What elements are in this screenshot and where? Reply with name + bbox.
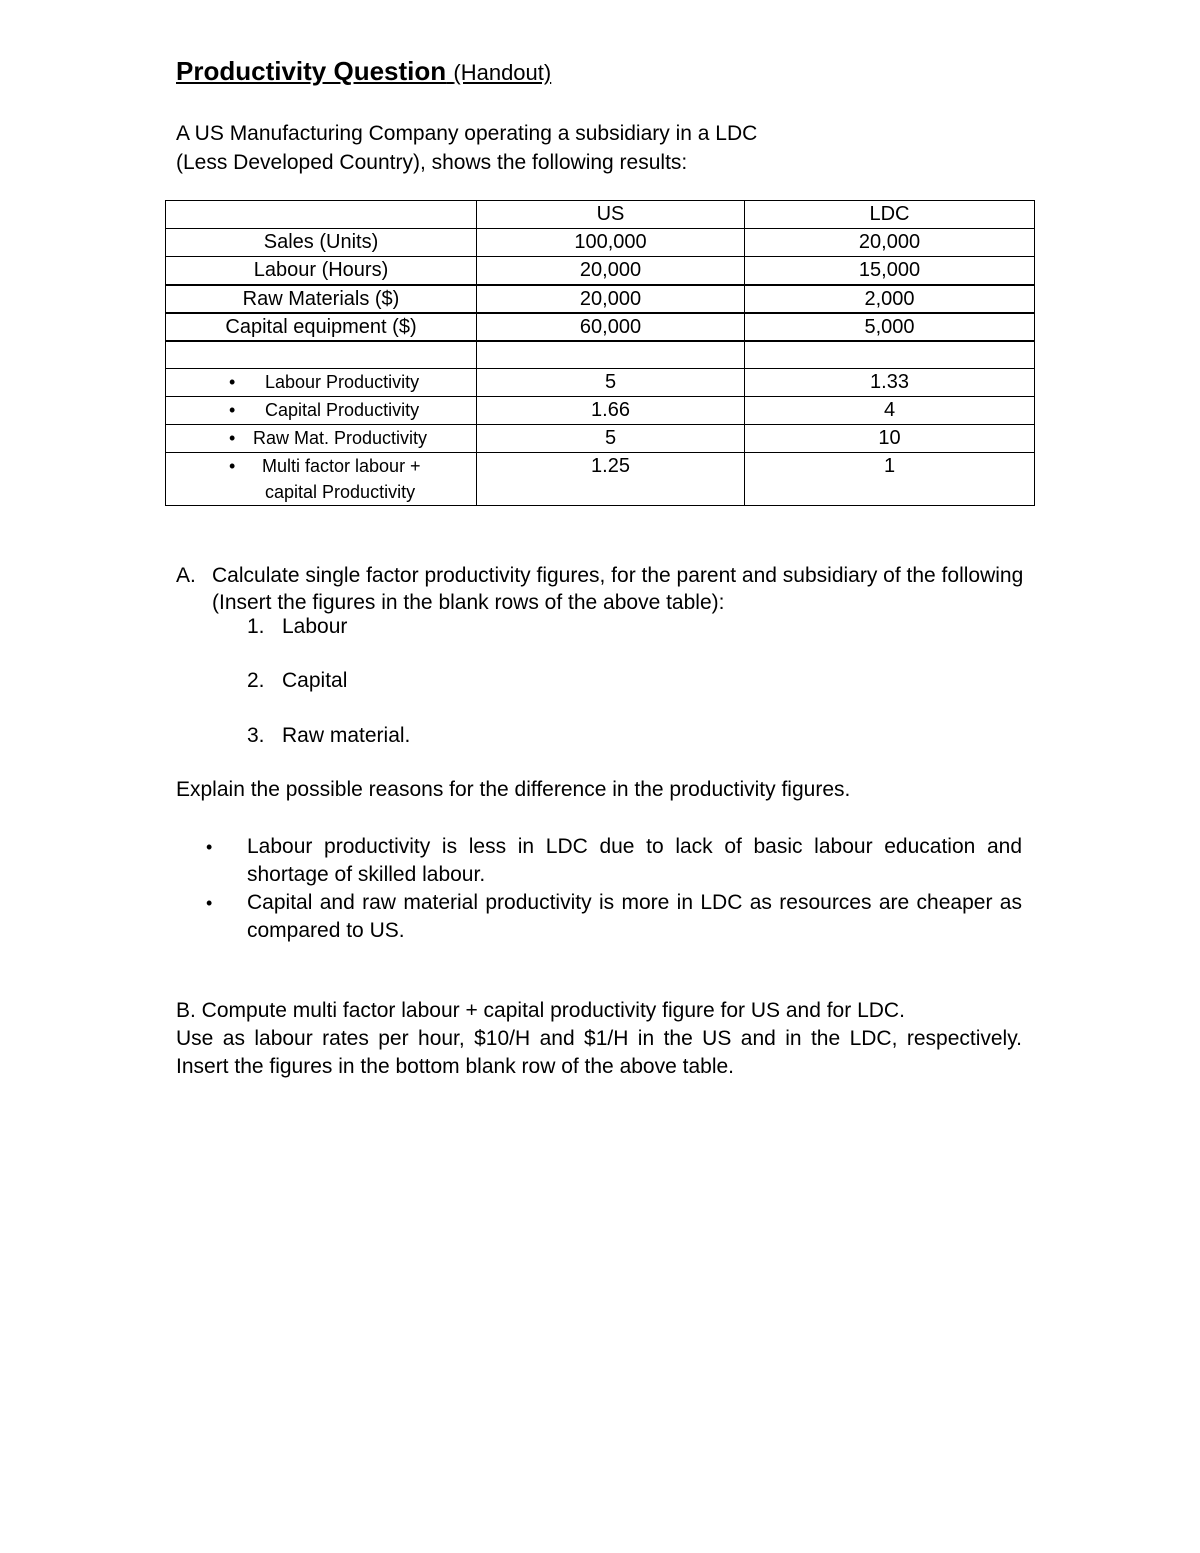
row-ldc-value: 4 xyxy=(745,397,1035,425)
section-b-paragraph: Use as labour rates per hour, $10/H and $1/H in the US and in the LDC, respectively. Insert the figures in the bottom blank row of the above table. xyxy=(176,1027,1022,1078)
table-row-sales xyxy=(166,229,1035,257)
productivity-label-cell xyxy=(166,369,477,397)
row-ldc-value: 2,000 xyxy=(745,285,1035,313)
table-row-labour-productivity xyxy=(166,369,1035,397)
list-number: 2. xyxy=(247,669,265,692)
results-table xyxy=(165,200,1035,506)
bullet-icon: • xyxy=(229,372,236,392)
row-ldc-value: 20,000 xyxy=(745,229,1035,257)
productivity-label-line-1: Multi factor labour + xyxy=(262,456,421,476)
page-title xyxy=(176,56,551,87)
row-label: Raw Materials ($) xyxy=(166,285,477,313)
table-row-spacer xyxy=(166,341,1035,369)
productivity-label: Raw Mat. Productivity xyxy=(253,428,428,448)
section-a-label: A. xyxy=(176,564,196,587)
bullet-icon: • xyxy=(206,893,213,913)
row-ldc-value: 5,000 xyxy=(745,313,1035,341)
productivity-label: Labour Productivity xyxy=(265,372,420,392)
table-row-raw-materials xyxy=(166,285,1035,313)
reason-text: Labour productivity is less in LDC due to lack of basic labour education and shortage of skilled labour. xyxy=(247,835,1022,886)
section-a-text: Calculate single factor productivity figures, for the parent and subsidiary of the following (Insert the figures in the blank rows of the above table): xyxy=(212,564,1024,614)
list-text: Capital xyxy=(282,669,348,692)
list-item xyxy=(206,889,1022,945)
intro-line-2: (Less Developed Country), shows the following results: xyxy=(176,151,688,174)
row-ldc-value: 1.33 xyxy=(745,369,1035,397)
row-us-value: 1.66 xyxy=(477,397,745,425)
row-label: Sales (Units) xyxy=(166,229,477,257)
row-ldc-value: 15,000 xyxy=(745,257,1035,285)
row-ldc-value: 10 xyxy=(745,425,1035,453)
bullet-icon: • xyxy=(229,456,236,476)
table-row-multifactor-productivity xyxy=(166,453,1035,506)
intro-text xyxy=(176,119,757,177)
list-item xyxy=(247,724,410,748)
table-row-labour xyxy=(166,257,1035,285)
row-us-value: 60,000 xyxy=(477,313,745,341)
productivity-label: Capital Productivity xyxy=(265,400,420,420)
list-item xyxy=(247,615,347,639)
table-row-capital-equipment xyxy=(166,313,1035,341)
row-ldc-value: 1 xyxy=(745,453,1035,506)
row-us-value: 20,000 xyxy=(477,257,745,285)
table-row-capital-productivity xyxy=(166,397,1035,425)
bullet-icon: • xyxy=(206,837,213,857)
table-row-raw-mat-productivity xyxy=(166,425,1035,453)
productivity-label-cell xyxy=(166,425,477,453)
explain-prompt: Explain the possible reasons for the difference in the productivity figures. xyxy=(176,778,851,801)
spacer-cell xyxy=(166,341,477,369)
spacer-cell xyxy=(745,341,1035,369)
productivity-label-cell xyxy=(166,453,477,506)
reasons-list xyxy=(206,833,1022,945)
title-main: Productivity Question xyxy=(176,56,447,86)
list-text: Labour xyxy=(282,615,348,638)
list-item xyxy=(206,833,1022,889)
header-blank xyxy=(166,201,477,229)
list-text: Raw material. xyxy=(282,724,411,747)
reason-text: Capital and raw material productivity is more in LDC as resources are cheaper as compared to US. xyxy=(247,891,1022,942)
bullet-icon: • xyxy=(229,428,236,448)
productivity-label-cell xyxy=(166,397,477,425)
list-number: 3. xyxy=(247,724,265,747)
intro-line-1: A US Manufacturing Company operating a subsidiary in a LDC xyxy=(176,122,758,145)
title-subtitle: (Handout) xyxy=(453,60,552,85)
header-ldc: LDC xyxy=(745,201,1035,229)
list-number: 1. xyxy=(247,615,265,638)
table-header-row xyxy=(166,201,1035,229)
row-us-value: 5 xyxy=(477,425,745,453)
section-b-line-1: B. Compute multi factor labour + capital productivity figure for US and for LDC. xyxy=(176,999,905,1022)
productivity-label-line-2: capital Productivity xyxy=(265,482,416,502)
row-us-value: 5 xyxy=(477,369,745,397)
row-us-value: 20,000 xyxy=(477,285,745,313)
row-us-value: 1.25 xyxy=(477,453,745,506)
bullet-icon: • xyxy=(229,400,236,420)
list-item xyxy=(247,669,347,693)
spacer-cell xyxy=(477,341,745,369)
section-a xyxy=(176,562,1026,616)
header-us: US xyxy=(477,201,745,229)
row-label: Capital equipment ($) xyxy=(166,313,477,341)
row-us-value: 100,000 xyxy=(477,229,745,257)
row-label: Labour (Hours) xyxy=(166,257,477,285)
section-b xyxy=(176,997,1022,1081)
